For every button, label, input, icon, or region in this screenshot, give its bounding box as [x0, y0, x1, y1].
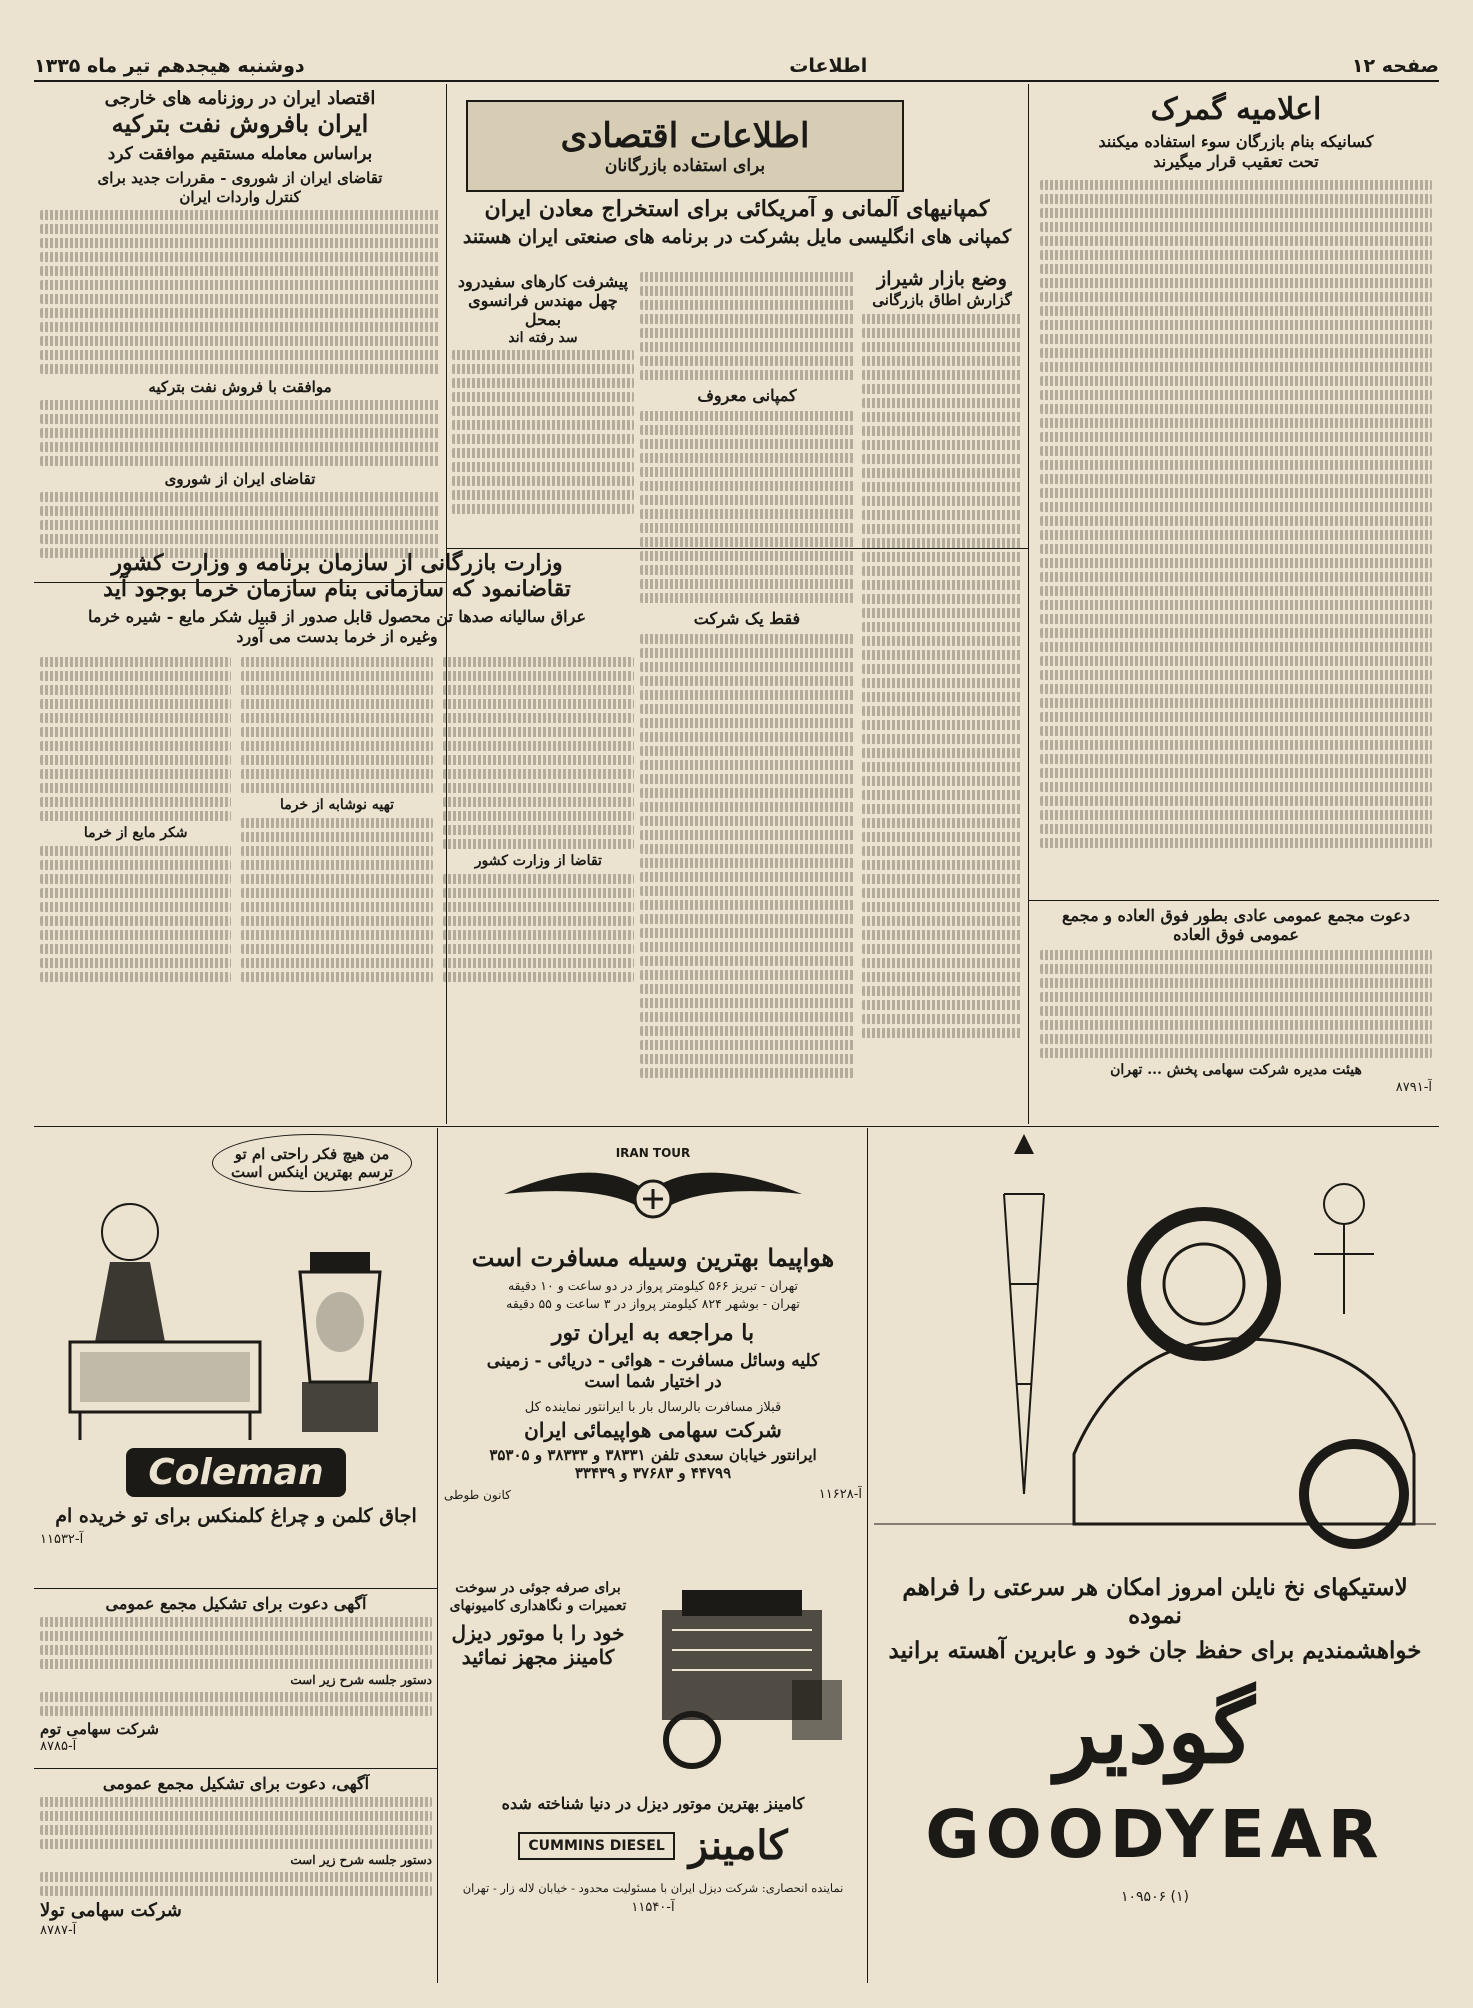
customs-announcement — [1040, 92, 1432, 892]
meeting-ref: آ-۸۷۹۱ — [1395, 1079, 1432, 1095]
turkey-title-4: تقاضای ایران از شوروی - مقررات جدید برای — [97, 168, 383, 187]
turkey-title-3: براساس معامله مستقیم موافقت کرد — [107, 144, 373, 165]
tola-title: آگهی، دعوت برای تشکیل مجمع عمومی — [102, 1774, 370, 1793]
tola-ref: آ-۸۷۸۷ — [40, 1922, 77, 1938]
shiraz-market-report — [862, 268, 1022, 1122]
lead-line-2: کمپانی های انگلیسی مایل بشرکت در برنامه های صنعتی ایران هستند — [462, 226, 1012, 249]
customs-subtitle-1: کسانیکه بنام بازرگان سوء استفاده میکنند — [1098, 132, 1374, 151]
iran-tour-route-2: تهران - بوشهر ۸۲۴ کیلومتر پرواز در ۳ ساعت و ۵۵ دقیقه — [506, 1295, 800, 1311]
goodyear-advertisement — [874, 1134, 1436, 1984]
banner-title: اطلاعات اقتصادی — [560, 116, 810, 156]
economic-news-banner — [466, 100, 904, 192]
meeting-signature: هیئت مدیره شرکت سهامی پخش ... تهران — [1110, 1062, 1362, 1079]
cummins-diesel-badge: CUMMINS DIESEL — [518, 1832, 674, 1860]
section-rule — [1028, 900, 1439, 901]
dates-subhead-paste: تهیه نوشابه از خرما — [279, 796, 395, 813]
section-rule — [34, 1588, 437, 1589]
iran-tour-title: هواپیما بهترین وسیله مسافرت است — [471, 1243, 835, 1272]
banner-subtitle: برای استفاده بازرگانان — [604, 156, 766, 176]
goodyear-ref: ۱۰۹۵۰۶ (۱) — [1120, 1889, 1189, 1906]
sefidrud-subtitle: چهل مهندس فرانسوی بمحل — [468, 291, 618, 330]
iran-tour-ref: آ-۱۱۶۲۸ — [818, 1487, 862, 1503]
iran-tour-agency: کانون طوطی — [444, 1488, 511, 1503]
dates-title-2: تقاضانمود که سازمانی بنام سازمان خرما بوجود آید — [103, 576, 571, 603]
column-rule — [867, 1128, 868, 1983]
turkey-title-1: اقتصاد ایران در روزنامه های خارجی — [104, 88, 376, 109]
cummins-text-2: تعمیرات و نگاهداری کامیونهای — [449, 1597, 627, 1614]
cummins-advertisement — [444, 1570, 862, 1984]
section-rule — [34, 1768, 437, 1769]
cummins-agent: نماینده انحصاری: شرکت دیزل ایران با مسئولیت محدود - خیابان لاله زار - تهران — [462, 1881, 844, 1895]
goodyear-line-1: لاستیکهای نخ نایلن امروز امکان هر سرعتی را فراهم نموده — [902, 1574, 1408, 1629]
iran-tour-services-2: در اختیار شما است — [584, 1371, 722, 1392]
iran-tour-note: قبلاز مسافرت بالرسال بار با ایرانتور نماینده کل — [524, 1400, 782, 1416]
meeting-title-2: عمومی فوق العاده — [1173, 925, 1299, 945]
tola-signature: شرکت سهامی تولا — [40, 1900, 182, 1922]
coleman-tagline: اجاق کلمن و چراغ کلمنکس برای تو خریده ام — [55, 1505, 417, 1527]
customs-title: اعلامیه گمرک — [1150, 92, 1322, 127]
iran-tour-address: ایرانتور خیابان سعدی تلفن ۳۸۳۳۱ و ۳۸۳۳۳ و ۳۵۳۰۵ — [489, 1445, 817, 1464]
iran-tour-advertisement — [444, 1134, 862, 1564]
iran-tour-services-1: کلیه وسائل مسافرت - هوائی - دریائی - زمینی — [486, 1350, 820, 1371]
turkey-title-2: ایران بافروش نفت بترکیه — [111, 108, 369, 138]
tom-signature: شرکت سهامی توم — [40, 1720, 159, 1739]
cummins-text-3: خود را با موتور دیزل — [451, 1621, 625, 1645]
shiraz-subtitle: گزارش اطاق بازرگانی — [872, 290, 1012, 309]
tola-company-notice — [40, 1774, 432, 1984]
page-number: صفحه ۱۲ — [1351, 55, 1439, 77]
coleman-stove-illustration — [40, 1192, 432, 1442]
iran-tour-phones: ۴۴۷۹۹ و ۳۷۶۸۳ و ۳۳۴۳۹ — [574, 1464, 732, 1483]
goodyear-logo: GOODYEAR — [925, 1796, 1385, 1874]
meeting-title: دعوت مجمع عمومی عادی بطور فوق العاده و مجمع — [1062, 906, 1410, 925]
general-meeting-notice — [1040, 906, 1432, 1120]
turkey-oil-story — [40, 88, 440, 578]
cummins-text-5: کامینز بهترین موتور دیزل در دنیا شناخته شده — [501, 1794, 805, 1813]
masthead — [34, 52, 1439, 82]
turkey-title-5: کنترل واردات ایران — [179, 187, 301, 206]
coleman-advertisement — [40, 1134, 432, 1582]
cummins-ref: آ-۱۱۵۴۰ — [631, 1900, 675, 1916]
dates-subtitle-2: وغیره از خرما بدست می آورد — [236, 626, 438, 646]
iran-tour-logo-text: IRAN TOUR — [615, 1146, 691, 1160]
tola-agenda: دستور جلسه شرح زیر است — [290, 1853, 432, 1868]
goodyear-persian-logo: گودیر — [1055, 1678, 1255, 1783]
turkey-subhead-a: موافقت با فروش نفت بترکیه — [148, 378, 332, 397]
shiraz-title: وضع بازار شیراز — [877, 268, 1007, 290]
dates-subtitle-1: عراق سالیانه صدها تن محصول قابل صدور از قبیل شکر مایع - شیره خرما — [88, 606, 586, 626]
issue-date: دوشنبه هیجدهم تیر ماه ۱۳۳۵ — [34, 55, 305, 77]
tom-company-notice — [40, 1594, 432, 1764]
dates-title-1: وزارت بازرگانی از سازمان برنامه و وزارت کشور — [111, 550, 563, 576]
goodyear-line-2: خواهشمندیم برای حفظ جان خود و عابرین آهسته برانید — [888, 1637, 1422, 1665]
cummins-persian-logo: کامینز — [688, 1822, 788, 1869]
customs-subtitle-2: تحت تعقیب قرار میگیرند — [1153, 152, 1319, 171]
lead-line-1: کمپانیهای آلمانی و آمریکائی برای استخراج معادن ایران — [484, 196, 990, 222]
dates-subhead-sugar: شکر مایع از خرما — [83, 824, 188, 841]
dates-subhead-request: تقاضا از وزارت کشور — [474, 852, 602, 869]
turkey-subhead-b: تقاضای ایران از شوروی — [164, 470, 316, 489]
car-tire-eiffel-illustration — [874, 1134, 1436, 1554]
cummins-text-4: کامینز مجهز نمائید — [461, 1645, 615, 1669]
coleman-logo: Coleman — [126, 1448, 345, 1497]
tom-title: آگهی دعوت برای تشکیل مجمع عمومی — [105, 1594, 367, 1613]
iran-tour-route-1: تهران - تبریز ۵۶۶ کیلومتر پرواز در دو ساعت و ۱۰ دقیقه — [507, 1277, 799, 1293]
tom-agenda: دستور جلسه شرح زیر است — [290, 1673, 432, 1688]
known-company-title: کمپانی معروف — [697, 386, 797, 405]
iran-tour-company: شرکت سهامی هواپیمائی ایران — [524, 1417, 782, 1442]
section-rule — [34, 1126, 1439, 1127]
customs-body — [1040, 180, 1432, 848]
sefidrud-story — [452, 272, 634, 544]
newspaper-name: اطلاعات — [789, 55, 868, 77]
column-rule — [1028, 84, 1029, 1124]
iran-tour-call: با مراجعه به ایران تور — [551, 1320, 755, 1347]
column-rule — [437, 1128, 438, 1983]
diesel-engine-illustration — [632, 1570, 862, 1790]
one-company-title: فقط یک شرکت — [693, 609, 801, 629]
dates-organization-story — [40, 548, 634, 1122]
sefidrud-subtitle-2: سد رفته اند — [508, 329, 578, 346]
tom-ref: آ-۸۷۸۵ — [40, 1738, 77, 1754]
coleman-ref: آ-۱۱۵۳۲ — [40, 1531, 84, 1547]
coleman-speech-bubble: من هیچ فکر راحتی ام تو ترسم بهترین اینکس است — [212, 1134, 412, 1192]
sefidrud-title: پیشرفت کارهای سفیدرود — [457, 272, 629, 291]
lead-story-headline — [452, 196, 1022, 262]
cummins-text-1: برای صرفه جوئی در سوخت — [455, 1580, 621, 1596]
mining-companies-story — [640, 268, 854, 1122]
